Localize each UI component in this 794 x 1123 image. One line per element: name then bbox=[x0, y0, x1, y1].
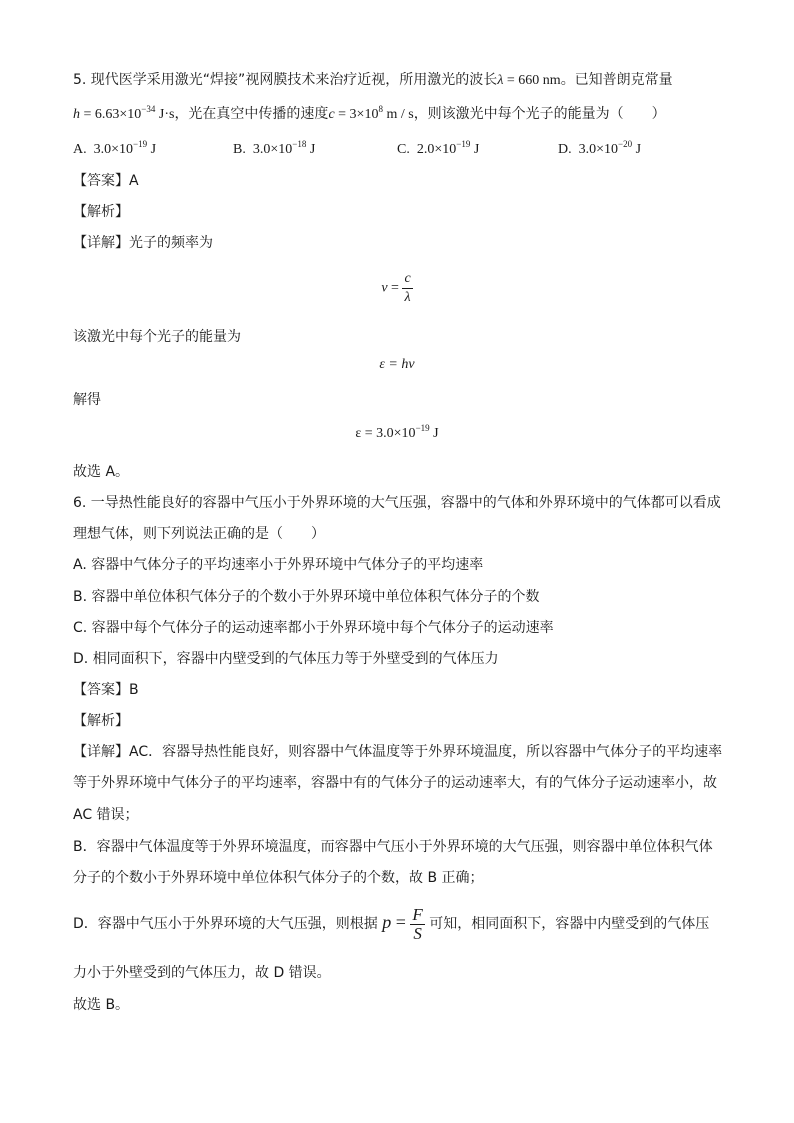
q6-analysis-tag: 【解析】 bbox=[73, 713, 129, 729]
q6-option-a: A. 容器中气体分子的平均速率小于外界环境中气体分子的平均速率 bbox=[73, 557, 484, 573]
q5-solve-text: 解得 bbox=[73, 392, 101, 408]
q5-option-a: A. $3.0\times 10^{-19}$ J bbox=[73, 139, 157, 157]
q5-analysis-tag: 【解析】 bbox=[73, 204, 129, 220]
q6-stem-line1: 6. 一导热性能良好的容器中气压小于外界环境的大气压强，容器中的气体和外界环境中的气体都可以看成 bbox=[73, 495, 721, 511]
q6-option-c: C. 容器中每个气体分子的运动速率都小于外界环境中每个气体分子的运动速率 bbox=[73, 620, 554, 636]
q6-option-d: D. 相同面积下，容器中内壁受到的气体压力等于外壁受到的气体压力 bbox=[73, 651, 499, 667]
q5-equation-frequency: ν = $\frac{c}{\lambda}$ bbox=[381, 271, 411, 305]
q5-equation-result: $\varepsilon = 3.0\times 10^{-19}$ J bbox=[355, 423, 439, 441]
q6-stem-line2: 理想气体，则下列说法正确的是（ ） bbox=[73, 526, 325, 542]
q5-stem-line2: $h = 6.63\times 10^{-34}$ J·s，光在真空中传播的速度$c = 3\times 10^8$ m / s，则该激光中每个光子的能量为（ ） bbox=[73, 104, 666, 122]
frequency-fraction: $\frac{c}{\lambda}$ bbox=[404, 271, 411, 305]
q6-option-b: B. 容器中单位体积气体分子的个数小于外界环境中单位体积气体分子的个数 bbox=[73, 589, 540, 605]
q5-stem-line1: 5. 现代医学采用激光“焊接”视网膜技术来治疗近视，所用激光的波长λ = 660 nm。已知普朗克常量 bbox=[73, 72, 673, 88]
q6-detail-line2: 等于外界环境中气体分子的平均速率，容器中有的气体分子的运动速率大，有的气体分子运动速率小，故 bbox=[73, 775, 717, 791]
pressure-fraction: $\frac{F}{S}$ bbox=[412, 904, 423, 943]
q6-detail-line6: D．容器中气压小于外界环境的大气压强，则根据 p = $\frac{F}{S}$ 可知，相同面积下，容器中内壁受到的气体压 bbox=[73, 904, 710, 943]
q5-option-b: B. $3.0\times 10^{-18}$ J bbox=[233, 139, 316, 157]
q5-option-c: C. $2.0\times 10^{-19}$ J bbox=[397, 139, 480, 157]
q5-option-d: D. $3.0\times 10^{-20}$ J bbox=[558, 139, 642, 157]
q6-answer: 【答案】B bbox=[73, 682, 139, 698]
q5-energy-text: 该激光中每个光子的能量为 bbox=[73, 329, 241, 345]
q5-choice: 故选 A。 bbox=[73, 464, 130, 480]
q5-detail-line: 【详解】光子的频率为 bbox=[73, 235, 213, 251]
q6-detail-line7: 力小于外壁受到的气体压力，故 D 错误。 bbox=[73, 965, 331, 981]
q6-detail-line3: AC 错误； bbox=[73, 807, 139, 823]
q5-equation-energy: ε = hν bbox=[379, 357, 415, 372]
q6-detail-line1: 【详解】AC．容器导热性能良好，则容器中气体温度等于外界环境温度，所以容器中气体分子的平均速率 bbox=[73, 744, 723, 760]
q6-detail-line4: B．容器中气体温度等于外界环境温度，而容器中气压小于外界环境的大气压强，则容器中单位体积气体 bbox=[73, 839, 713, 855]
q5-answer: 【答案】A bbox=[73, 173, 139, 189]
q6-detail-line5: 分子的个数小于外界环境中单位体积气体分子的个数，故 B 正确； bbox=[73, 870, 484, 886]
q6-choice: 故选 B。 bbox=[73, 997, 130, 1013]
